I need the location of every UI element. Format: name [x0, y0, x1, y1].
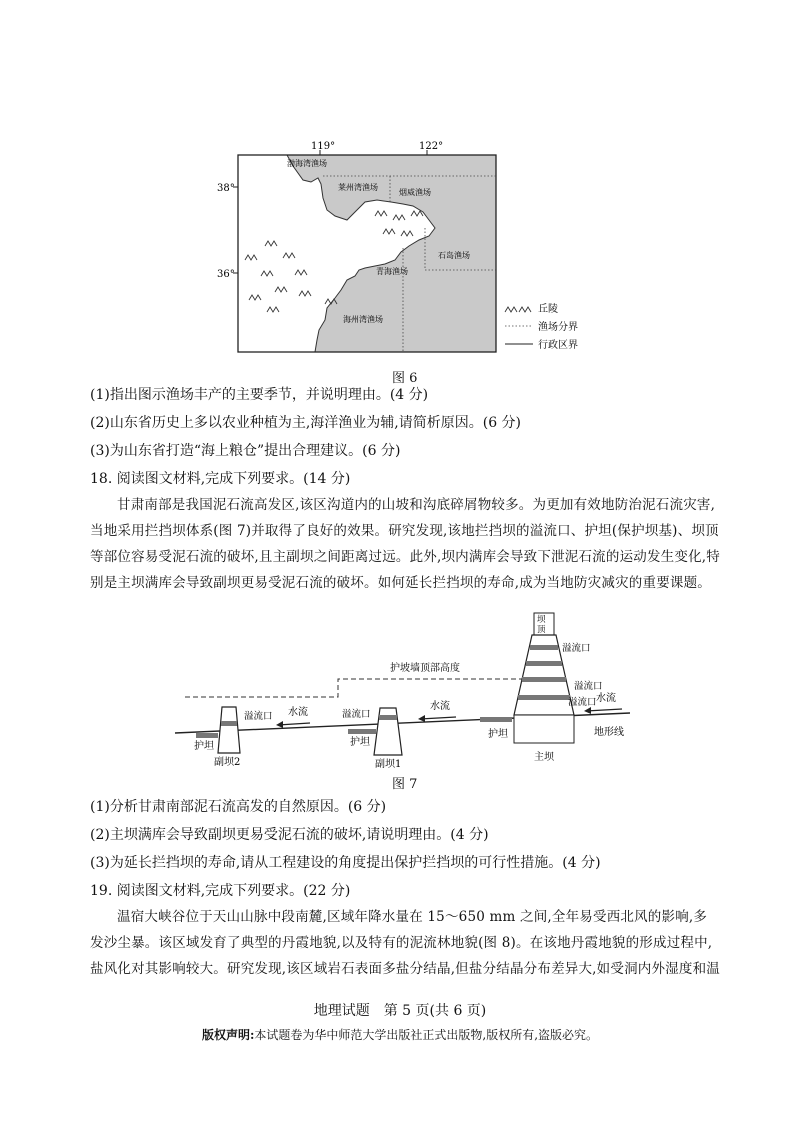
label-apron-sub2: 护坦 — [194, 741, 214, 752]
q18-sub1: (1)分析甘肃南部泥石流高发的自然原因。(6 分) — [90, 799, 387, 815]
q18-title: 18. 阅读图文材料,完成下列要求。(14 分) — [90, 471, 351, 487]
main-dam — [514, 613, 574, 743]
figure-6-map — [215, 140, 615, 365]
figure-6-caption: 图 6 — [392, 371, 418, 386]
label-overflow-sub1: 溢流口 — [342, 709, 371, 720]
q17-sub3: (3)为山东省打造“海上粮仓”提出合理建议。(6 分) — [90, 443, 401, 459]
label-sub-dam-1: 副坝1 — [375, 759, 402, 770]
flow-arrow-1 — [276, 705, 310, 728]
svg-text:水流: 水流 — [596, 693, 616, 704]
legend-hills: 丘陵 — [538, 304, 558, 315]
figure-7-caption: 图 7 — [392, 777, 418, 792]
svg-text:水流: 水流 — [430, 701, 450, 712]
q18-paragraph: 甘肃南部是我国泥石流高发区,该区沟道内的山坡和沟底碎屑物较多。为更加有效地防治泥石流灾害,当地采用拦挡坝体系(图 7)并取得了良好的效果。研究发现,该地拦挡坝的溢流口、护坦(保护坝基)、坝顶等部位容易受泥石流的破坏,且主副坝之间距离过远。此外,坝内满库会导致下泄泥石流的运动发生变化,特别是主坝满库会导致副坝更易受泥石流的破坏。如何延长拦挡坝的寿命,成为当地防灾减灾的重要课题。 — [90, 497, 720, 591]
copyright-notice — [0, 1026, 800, 1043]
label-terrain-line: 地形线 — [594, 727, 624, 738]
label-apron-sub1: 护坦 — [350, 737, 370, 748]
svg-text:水流: 水流 — [288, 707, 308, 718]
lat-label-38: 38° — [217, 183, 235, 194]
wall-height-line — [185, 679, 535, 697]
q19-title: 19. 阅读图文材料,完成下列要求。(22 分) — [90, 883, 351, 899]
copyright-text: 本试题卷为华中师范大学出版社正式出版物,版权所有,盗版必究。 — [254, 1028, 599, 1042]
flow-arrow-2 — [418, 699, 456, 722]
fishery-label-yanwei: 烟威渔场 — [399, 188, 431, 197]
lon-label-119: 119° — [311, 141, 336, 152]
figure-7-diagram — [170, 605, 640, 775]
copyright-label: 版权声明: — [201, 1028, 255, 1042]
apron-sub2 — [196, 733, 218, 738]
label-overflow-sub2: 溢流口 — [244, 711, 273, 722]
map-svg — [215, 140, 615, 365]
q18-sub2: (2)主坝满库会导致副坝更易受泥石流的破坏,请说明理由。(4 分) — [90, 827, 489, 843]
label-apron-main: 护坦 — [488, 729, 508, 740]
label-overflow-main-3: 溢流口 — [568, 697, 597, 708]
label-dam-top: 坝 — [537, 615, 546, 625]
dam-svg — [170, 605, 640, 775]
q18-sub3: (3)为延长拦挡坝的寿命,请从工程建设的角度提出保护拦挡坝的可行性措施。(4 分) — [90, 855, 601, 871]
svg-text:顶: 顶 — [537, 625, 546, 635]
sub-dam-1 — [374, 708, 402, 755]
fishery-label-haizhou: 海州湾渔场 — [343, 315, 383, 324]
label-wall-height: 护坡墙顶部高度 — [390, 663, 460, 674]
fishery-label-shidao: 石岛渔场 — [438, 251, 470, 260]
label-sub-dam-2: 副坝2 — [214, 757, 241, 768]
legend-fishery-border: 渔场分界 — [538, 322, 578, 333]
lon-label-122: 122° — [419, 141, 444, 152]
label-overflow-main-2: 溢流口 — [574, 681, 603, 692]
label-overflow-main-1: 溢流口 — [562, 643, 591, 654]
fishery-label-bohai: 渤海湾渔场 — [287, 159, 327, 168]
fishery-label-laizhou: 莱州湾渔场 — [338, 183, 378, 192]
apron-main — [480, 717, 512, 722]
q17-sub1: (1)指出图示渔场丰产的主要季节，并说明理由。(4 分) — [90, 387, 429, 403]
page-footer-info: 地理试题 第 5 页(共 6 页) — [313, 1003, 487, 1019]
q17-sub2: (2)山东省历史上多以农业种植为主,海洋渔业为辅,请简析原因。(6 分) — [90, 415, 522, 431]
legend-admin-border: 行政区界 — [538, 340, 578, 351]
apron-sub1 — [348, 729, 376, 734]
fishery-label-qinghai: 青海渔场 — [376, 267, 408, 276]
label-main-dam: 主坝 — [534, 752, 554, 763]
sub-dam-2 — [218, 707, 240, 753]
lat-label-36: 36° — [217, 269, 235, 280]
q19-paragraph: 温宿大峡谷位于天山山脉中段南麓,区域年降水量在 15～650 mm 之间,全年易受西北风的影响,多发沙尘暴。该区域发育了典型的丹霞地貌,以及特有的泥流林地貌(图 8)。在该地丹霞地貌的形成过程中,盐风化对其影响较大。研究发现,该区域岩石表面多盐分结晶,但盐分结晶分布差异大,如受洞内外湿度和温 — [90, 909, 720, 977]
map-legend — [505, 302, 578, 351]
